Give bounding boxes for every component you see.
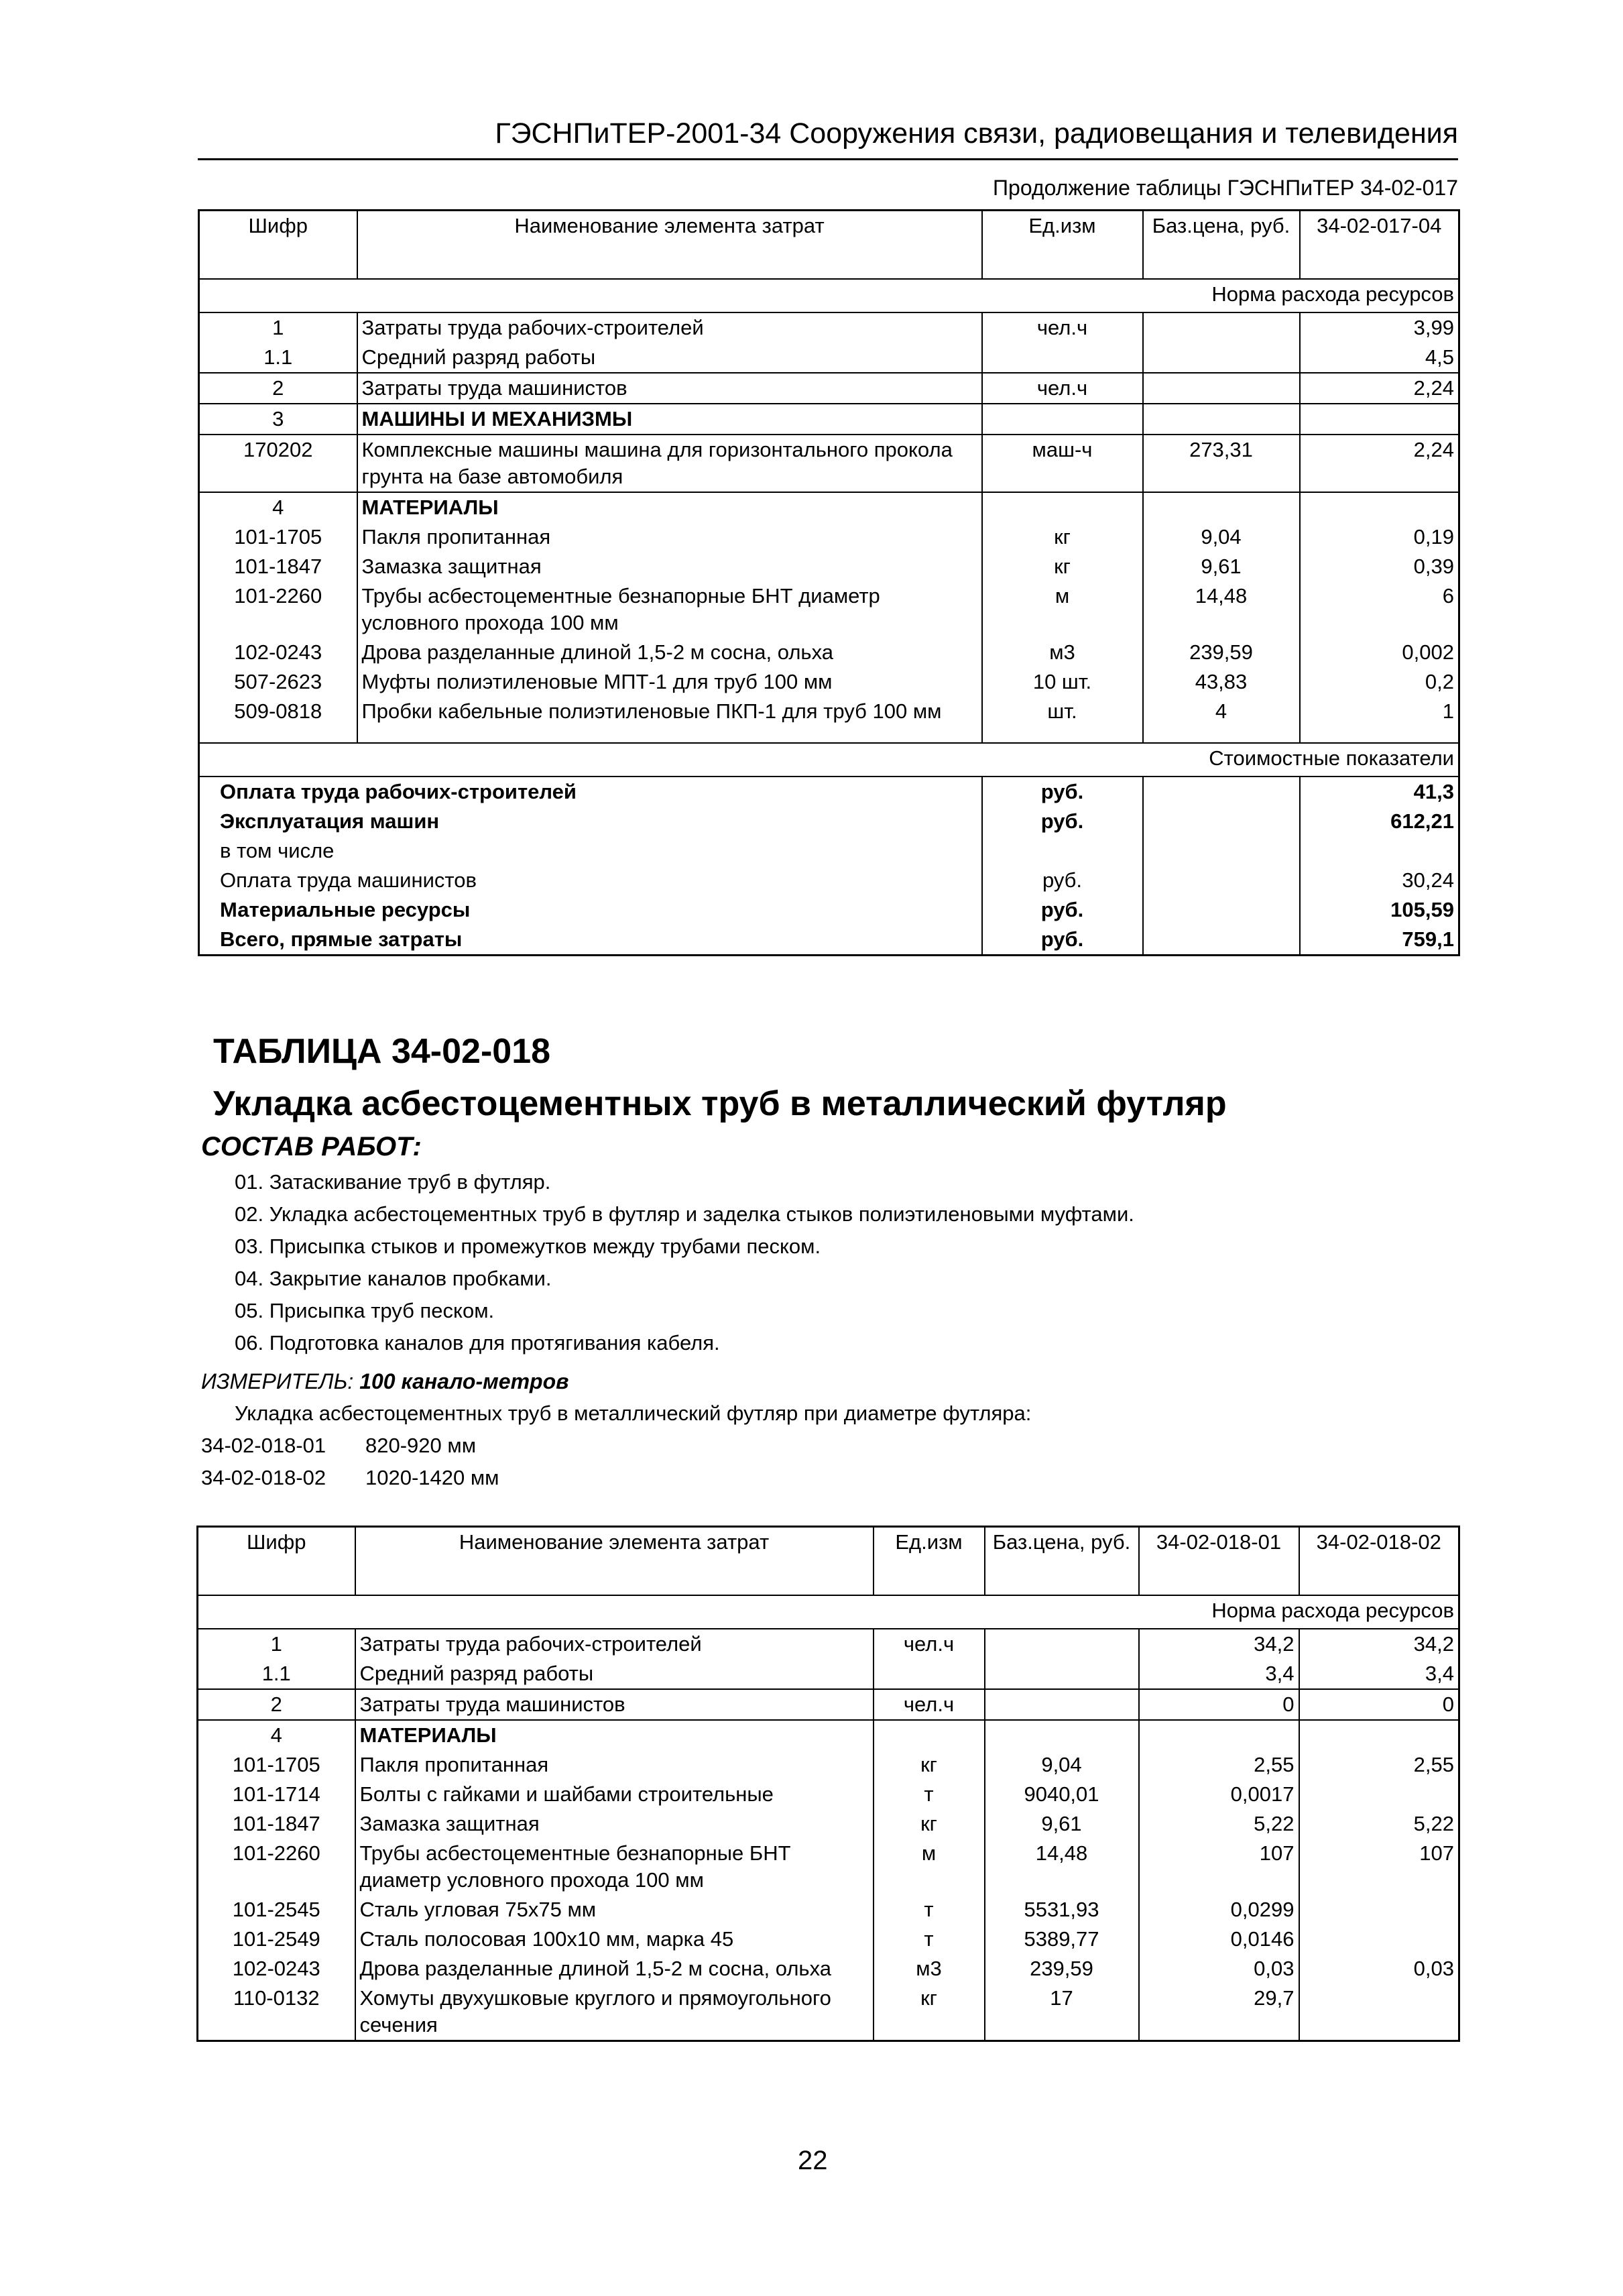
table-cell: Средний разряд работы bbox=[357, 343, 982, 373]
norm-row bbox=[199, 279, 1459, 312]
table-cell: 4 bbox=[1143, 697, 1300, 726]
table-row bbox=[198, 1895, 1459, 1925]
table-cell: 101-2260 bbox=[199, 581, 357, 638]
table-cell: Затраты труда машинистов bbox=[355, 1689, 874, 1720]
table-cell: Болты с гайками и шайбами строительные bbox=[355, 1780, 874, 1809]
table-cell: 170202 bbox=[199, 435, 357, 492]
table-cell: 2,55 bbox=[1299, 1750, 1459, 1780]
table-cell: 9040,01 bbox=[985, 1780, 1139, 1809]
table-row bbox=[199, 697, 1459, 726]
page-header: ГЭСНПиТЕР-2001-34 Сооружения связи, радиовещания и телевидения bbox=[198, 117, 1458, 160]
table-row bbox=[198, 1750, 1459, 1780]
table-row bbox=[199, 312, 1459, 343]
table-cell: кг bbox=[982, 552, 1143, 581]
table-cell: 0,19 bbox=[1300, 522, 1459, 552]
table-cell bbox=[1139, 1720, 1299, 1750]
work-item: 02. Укладка асбестоцементных труб в футляр и заделка стыков полиэтиленовыми муфтами. bbox=[235, 1202, 1134, 1226]
table-cell: 239,59 bbox=[985, 1954, 1139, 1984]
code-value: 1020-1420 мм bbox=[365, 1466, 499, 1489]
spacer-row bbox=[199, 726, 1459, 743]
table-cell bbox=[982, 836, 1143, 866]
table-cell: м3 bbox=[874, 1954, 985, 1984]
table-cell: 1 bbox=[1300, 697, 1459, 726]
table-cell: 239,59 bbox=[1143, 638, 1300, 667]
table-cell: 507-2623 bbox=[199, 667, 357, 697]
table-cell: 41,3 bbox=[1300, 777, 1459, 807]
code-row bbox=[201, 1434, 477, 1458]
table-cell: 105,59 bbox=[1300, 895, 1459, 925]
column-header: 34-02-018-02 bbox=[1299, 1527, 1459, 1596]
table-cell: 759,1 bbox=[1300, 925, 1459, 956]
table-cell: руб. bbox=[982, 895, 1143, 925]
table-cell: 0,0299 bbox=[1139, 1895, 1299, 1925]
table1-header-row bbox=[199, 211, 1459, 280]
cost-row bbox=[199, 895, 1459, 925]
table-cell: Всего, прямые затраты bbox=[199, 925, 982, 956]
table-cell: 5,22 bbox=[1139, 1809, 1299, 1839]
column-header: Наименование элемента затрат bbox=[355, 1527, 874, 1596]
table-cell: 101-1714 bbox=[198, 1780, 355, 1809]
norm-row bbox=[198, 1595, 1459, 1629]
table-cell: МАТЕРИАЛЫ bbox=[357, 492, 982, 522]
table-cell: 101-2260 bbox=[198, 1839, 355, 1895]
table-cell: 0,03 bbox=[1139, 1954, 1299, 1984]
table-cell: 0,002 bbox=[1300, 638, 1459, 667]
table-cell: 0,39 bbox=[1300, 552, 1459, 581]
table-cell: 4 bbox=[198, 1720, 355, 1750]
table-cell bbox=[1299, 1720, 1459, 1750]
table-cell: 17 bbox=[985, 1984, 1139, 2041]
table-cell: 101-2545 bbox=[198, 1895, 355, 1925]
work-item: 05. Присыпка труб песком. bbox=[235, 1299, 495, 1322]
table-cell bbox=[1300, 492, 1459, 522]
table-cell: Средний разряд работы bbox=[355, 1659, 874, 1689]
table-cell: 1 bbox=[199, 312, 357, 343]
table-cell: 5389,77 bbox=[985, 1925, 1139, 1954]
table-cell: руб. bbox=[982, 866, 1143, 895]
measure-line bbox=[201, 1369, 568, 1394]
table-cell: Дрова разделанные длиной 1,5-2 м сосна, ольха bbox=[355, 1954, 874, 1984]
table-cell: Эксплуатация машин bbox=[199, 807, 982, 836]
table-cell bbox=[985, 1720, 1139, 1750]
table-cell: 107 bbox=[1139, 1839, 1299, 1895]
table-row bbox=[199, 552, 1459, 581]
table2-header-row bbox=[198, 1527, 1459, 1596]
table-cell: чел.ч bbox=[874, 1629, 985, 1659]
table-cell bbox=[1143, 373, 1300, 404]
table-cell bbox=[1143, 492, 1300, 522]
table-cell: шт. bbox=[982, 697, 1143, 726]
table-cell bbox=[1299, 1895, 1459, 1925]
column-header: Баз.цена, руб. bbox=[1143, 211, 1300, 280]
table-cell: 3,99 bbox=[1300, 312, 1459, 343]
table-cell: маш-ч bbox=[982, 435, 1143, 492]
table-cell bbox=[1300, 836, 1459, 866]
table-cell: 1.1 bbox=[198, 1659, 355, 1689]
work-item: 03. Присыпка стыков и промежутков между трубами песком. bbox=[235, 1235, 821, 1258]
column-header: Баз.цена, руб. bbox=[985, 1527, 1139, 1596]
column-header: Ед.изм bbox=[874, 1527, 985, 1596]
norm-label: Норма расхода ресурсов bbox=[198, 1595, 1459, 1629]
table-cell: 6 bbox=[1300, 581, 1459, 638]
table-cell: чел.ч bbox=[874, 1689, 985, 1720]
table-cell bbox=[982, 726, 1143, 743]
table-cell bbox=[985, 1659, 1139, 1689]
table-cell: 34,2 bbox=[1139, 1629, 1299, 1659]
table-cell: Дрова разделанные длиной 1,5-2 м сосна, ольха bbox=[357, 638, 982, 667]
table-cell: м3 bbox=[982, 638, 1143, 667]
table-cell: 3 bbox=[199, 404, 357, 435]
norm-label: Норма расхода ресурсов bbox=[199, 279, 1459, 312]
work-item: 06. Подготовка каналов для протягивания кабеля. bbox=[235, 1331, 720, 1355]
table-cell bbox=[1143, 404, 1300, 435]
table-cell: в том числе bbox=[199, 836, 982, 866]
table-cell: Сталь полосовая 100x10 мм, марка 45 bbox=[355, 1925, 874, 1954]
table2-subtitle: Укладка асбестоцементных труб в металлический футляр bbox=[213, 1084, 1227, 1123]
table-cell: 0 bbox=[1299, 1689, 1459, 1720]
table-cell: 14,48 bbox=[985, 1839, 1139, 1895]
table-cell: 2,55 bbox=[1139, 1750, 1299, 1780]
table-cell: 0 bbox=[1139, 1689, 1299, 1720]
table-cell: 102-0243 bbox=[199, 638, 357, 667]
table-row bbox=[198, 1720, 1459, 1750]
column-header: Наименование элемента затрат bbox=[357, 211, 982, 280]
table-cell: 34,2 bbox=[1299, 1629, 1459, 1659]
table-cell: руб. bbox=[982, 807, 1143, 836]
table-cell: 2,24 bbox=[1300, 373, 1459, 404]
table-cell: Замазка защитная bbox=[355, 1809, 874, 1839]
table-cell: 101-1847 bbox=[198, 1809, 355, 1839]
table-cell: 14,48 bbox=[1143, 581, 1300, 638]
table-cell: Затраты труда рабочих-строителей bbox=[355, 1629, 874, 1659]
table-row bbox=[198, 1659, 1459, 1689]
table-row bbox=[199, 581, 1459, 638]
table-cell bbox=[1143, 925, 1300, 956]
table-row bbox=[199, 435, 1459, 492]
table-cell: Пакля пропитанная bbox=[357, 522, 982, 552]
column-header: 34-02-017-04 bbox=[1300, 211, 1459, 280]
table-cell: 4,5 bbox=[1300, 343, 1459, 373]
table-cell bbox=[1299, 1925, 1459, 1954]
table-cell bbox=[982, 492, 1143, 522]
table-cell bbox=[199, 726, 357, 743]
table-row bbox=[199, 667, 1459, 697]
table-row bbox=[198, 1689, 1459, 1720]
table-cell: МАШИНЫ И МЕХАНИЗМЫ bbox=[357, 404, 982, 435]
table-cell bbox=[982, 404, 1143, 435]
table-cell: 1 bbox=[198, 1629, 355, 1659]
table1 bbox=[198, 209, 1460, 956]
table-row bbox=[198, 1780, 1459, 1809]
table-row bbox=[198, 1925, 1459, 1954]
table-cell: 10 шт. bbox=[982, 667, 1143, 697]
table-cell: 0,03 bbox=[1299, 1954, 1459, 1984]
table-cell: 9,04 bbox=[985, 1750, 1139, 1780]
cost-row bbox=[199, 777, 1459, 807]
table-row bbox=[199, 522, 1459, 552]
table-cell bbox=[985, 1689, 1139, 1720]
table-cell: м bbox=[874, 1839, 985, 1895]
table-cell: 2 bbox=[199, 373, 357, 404]
cost-row bbox=[199, 925, 1459, 956]
table-cell: 102-0243 bbox=[198, 1954, 355, 1984]
table-cell bbox=[1299, 1984, 1459, 2041]
table-cell bbox=[985, 1629, 1139, 1659]
table-cell: Трубы асбестоцементные безнапорные БНТ диаметр условного прохода 100 мм bbox=[355, 1839, 874, 1895]
code-row bbox=[201, 1466, 499, 1490]
table-cell: 2,24 bbox=[1300, 435, 1459, 492]
table2-title: ТАБЛИЦА 34-02-018 bbox=[213, 1032, 551, 1071]
table-cell: 273,31 bbox=[1143, 435, 1300, 492]
cost-row bbox=[199, 836, 1459, 866]
table-cell: Пакля пропитанная bbox=[355, 1750, 874, 1780]
table-cell: 29,7 bbox=[1139, 1984, 1299, 2041]
table-row bbox=[198, 1954, 1459, 1984]
table-cell: 9,61 bbox=[985, 1809, 1139, 1839]
composition-label: СОСТАВ РАБОТ: bbox=[201, 1132, 422, 1161]
table-row bbox=[199, 492, 1459, 522]
table-cell: 110-0132 bbox=[198, 1984, 355, 2041]
table-cell bbox=[357, 726, 982, 743]
table-cell: руб. bbox=[982, 925, 1143, 956]
table-cell: 9,61 bbox=[1143, 552, 1300, 581]
table-row bbox=[198, 1629, 1459, 1659]
table-cell: МАТЕРИАЛЫ bbox=[355, 1720, 874, 1750]
table-cell: Оплата труда машинистов bbox=[199, 866, 982, 895]
code-value: 820-920 мм bbox=[365, 1434, 477, 1457]
work-item: 04. Закрытие каналов пробками. bbox=[235, 1267, 552, 1290]
column-header: Шифр bbox=[198, 1527, 355, 1596]
table-cell bbox=[1299, 1780, 1459, 1809]
table-cell: чел.ч bbox=[982, 312, 1143, 343]
table-cell: Комплексные машины машина для горизонтального прокола грунта на базе автомобиля bbox=[357, 435, 982, 492]
table-row bbox=[199, 638, 1459, 667]
work-item: 01. Затаскивание труб в футляр. bbox=[235, 1170, 551, 1194]
table-row bbox=[199, 343, 1459, 373]
table-cell: м bbox=[982, 581, 1143, 638]
table-cell: Хомуты двухушковые круглого и прямоугольного сечения bbox=[355, 1984, 874, 2041]
table-row bbox=[198, 1984, 1459, 2041]
table-cell: Пробки кабельные полиэтиленовые ПКП-1 для труб 100 мм bbox=[357, 697, 982, 726]
table-cell: 30,24 bbox=[1300, 866, 1459, 895]
table-cell bbox=[1143, 777, 1300, 807]
table2-description: Укладка асбестоцементных труб в металлический футляр при диаметре футляра: bbox=[235, 1401, 1032, 1425]
table-cell: 101-1847 bbox=[199, 552, 357, 581]
table-cell: чел.ч bbox=[982, 373, 1143, 404]
table-cell bbox=[1143, 895, 1300, 925]
table-cell: т bbox=[874, 1925, 985, 1954]
table-cell: кг bbox=[982, 522, 1143, 552]
table-cell: 101-1705 bbox=[199, 522, 357, 552]
code-id: 34-02-018-01 bbox=[201, 1434, 326, 1457]
table-cell: 0,0146 bbox=[1139, 1925, 1299, 1954]
table-cell bbox=[1143, 807, 1300, 836]
table-cell: 5531,93 bbox=[985, 1895, 1139, 1925]
table1-continuation-title: Продолжение таблицы ГЭСНПиТЕР 34-02-017 bbox=[993, 176, 1458, 200]
table-cell bbox=[1300, 404, 1459, 435]
table-cell: 43,83 bbox=[1143, 667, 1300, 697]
table-cell: 612,21 bbox=[1300, 807, 1459, 836]
table-cell: 1.1 bbox=[199, 343, 357, 373]
table-cell: 101-1705 bbox=[198, 1750, 355, 1780]
table-row bbox=[199, 373, 1459, 404]
table-cell: Замазка защитная bbox=[357, 552, 982, 581]
column-header: 34-02-018-01 bbox=[1139, 1527, 1299, 1596]
table-cell: 5,22 bbox=[1299, 1809, 1459, 1839]
table-cell: Муфты полиэтиленовые МПТ-1 для труб 100 мм bbox=[357, 667, 982, 697]
table-cell bbox=[982, 343, 1143, 373]
table-cell: Затраты труда машинистов bbox=[357, 373, 982, 404]
table-cell: 0,0017 bbox=[1139, 1780, 1299, 1809]
cost-label: Стоимостные показатели bbox=[199, 743, 1459, 777]
page-number: 22 bbox=[798, 2146, 828, 2175]
table-cell bbox=[1143, 866, 1300, 895]
cost-row bbox=[199, 807, 1459, 836]
table-cell: 107 bbox=[1299, 1839, 1459, 1895]
table-cell: кг bbox=[874, 1750, 985, 1780]
table-cell: т bbox=[874, 1895, 985, 1925]
table-cell bbox=[1143, 343, 1300, 373]
table-row bbox=[198, 1839, 1459, 1895]
table-cell: кг bbox=[874, 1809, 985, 1839]
table-cell: 509-0818 bbox=[199, 697, 357, 726]
cost-label-row bbox=[199, 743, 1459, 777]
table-cell: 9,04 bbox=[1143, 522, 1300, 552]
table-cell bbox=[1300, 726, 1459, 743]
table-cell: 3,4 bbox=[1299, 1659, 1459, 1689]
table-cell bbox=[1143, 836, 1300, 866]
measure-label: ИЗМЕРИТЕЛЬ: bbox=[201, 1369, 354, 1393]
table-cell: 2 bbox=[198, 1689, 355, 1720]
table2 bbox=[196, 1526, 1460, 2042]
table-row bbox=[198, 1809, 1459, 1839]
table-cell: Сталь угловая 75x75 мм bbox=[355, 1895, 874, 1925]
table-cell: Трубы асбестоцементные безнапорные БНТ диаметр условного прохода 100 мм bbox=[357, 581, 982, 638]
table-cell: т bbox=[874, 1780, 985, 1809]
table-cell: 101-2549 bbox=[198, 1925, 355, 1954]
column-header: Шифр bbox=[199, 211, 357, 280]
table-row bbox=[199, 404, 1459, 435]
cost-row bbox=[199, 866, 1459, 895]
code-id: 34-02-018-02 bbox=[201, 1466, 326, 1489]
table-cell: руб. bbox=[982, 777, 1143, 807]
table-cell: 4 bbox=[199, 492, 357, 522]
table-cell: Материальные ресурсы bbox=[199, 895, 982, 925]
table-cell: Оплата труда рабочих-строителей bbox=[199, 777, 982, 807]
table-cell: кг bbox=[874, 1984, 985, 2041]
table-cell bbox=[874, 1659, 985, 1689]
column-header: Ед.изм bbox=[982, 211, 1143, 280]
table-cell bbox=[1143, 312, 1300, 343]
table-cell bbox=[1143, 726, 1300, 743]
table-cell: 3,4 bbox=[1139, 1659, 1299, 1689]
table-cell: 0,2 bbox=[1300, 667, 1459, 697]
measure-value: 100 канало-метров bbox=[359, 1369, 569, 1393]
table-cell: Затраты труда рабочих-строителей bbox=[357, 312, 982, 343]
table-cell bbox=[874, 1720, 985, 1750]
